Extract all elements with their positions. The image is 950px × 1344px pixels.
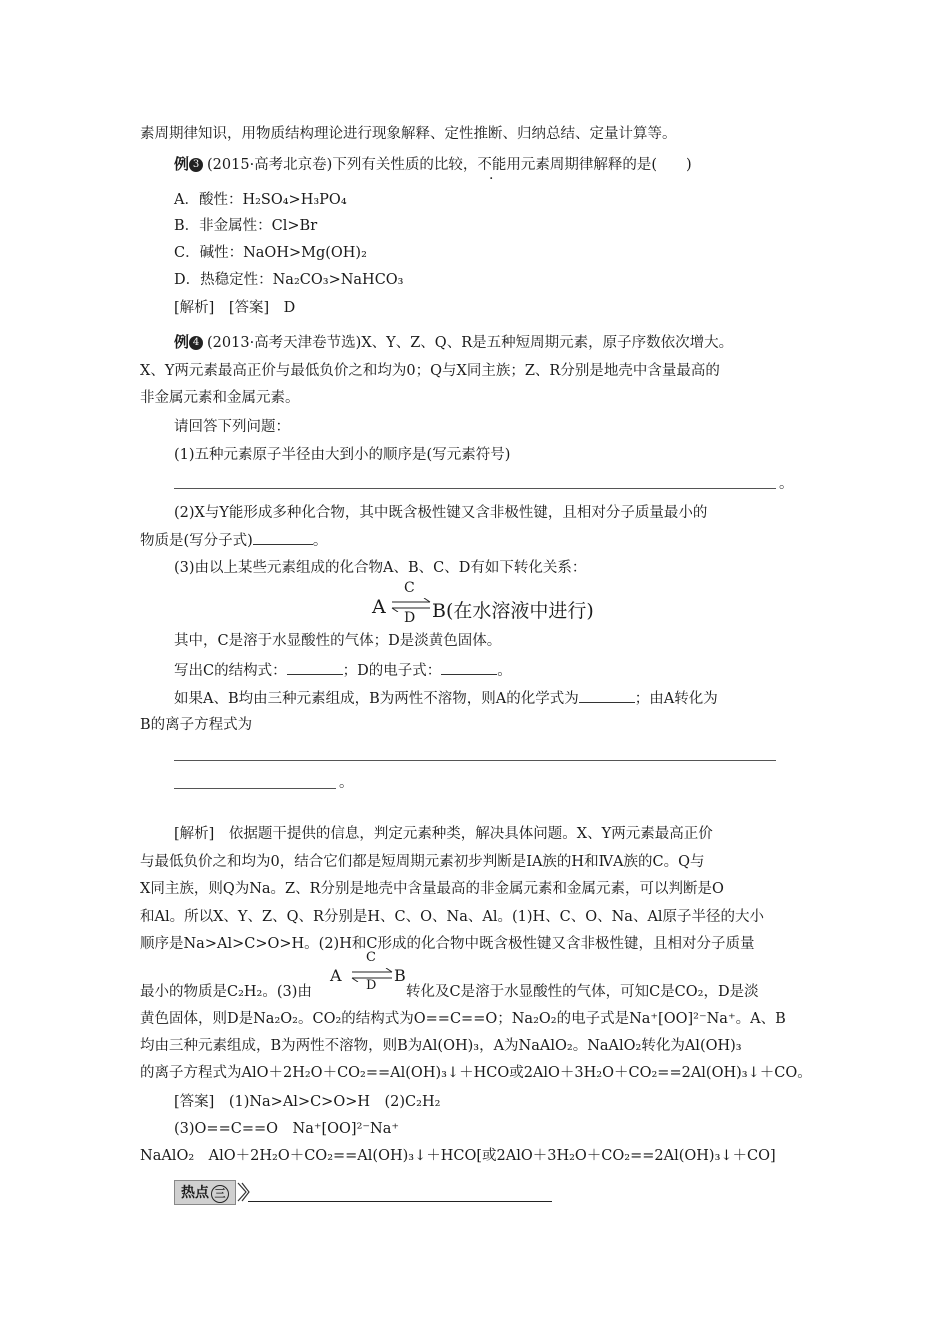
- answer-blank-6: [174, 760, 776, 761]
- q3-write-end: 。: [497, 663, 512, 679]
- analysis-line-7: 黄色固体，则D是Na₂O₂。CO₂的结构式为O==C==O；Na₂O₂的电子式是Na⁺[OO]²⁻Na⁺。A、B: [140, 1011, 786, 1027]
- emphasis-text: 不能: [477, 157, 507, 173]
- example-3-answer: [解析] [答案] D: [174, 300, 296, 316]
- answer-line-2: (3)O==C==O Na⁺[OO]²⁻Na⁺: [174, 1121, 400, 1137]
- equilibrium-arrow-icon: [390, 598, 432, 612]
- analysis-line-9: 的离子方程式为AlO＋2H₂O＋CO₂==Al(OH)₃↓＋HCO或2AlO＋3H₂O＋CO₂==2Al(OH)₃↓＋CO。: [140, 1065, 812, 1081]
- small-reaction-right: B: [394, 966, 406, 985]
- q2-end: 。: [312, 533, 328, 549]
- answer-blank-3: [287, 660, 343, 675]
- reaction-top-label: C: [404, 580, 415, 596]
- q3-if-text-2: ；由A转化为: [634, 691, 718, 707]
- q3-end: 。: [339, 775, 354, 791]
- question-3: (3)由以上某些元素组成的化合物A、B、C、D有如下转化关系：: [174, 560, 587, 576]
- q3-write: [174, 660, 512, 681]
- example-3-stem: [174, 154, 692, 175]
- stem-text-end: 用元素周期律解释的是( ): [506, 157, 692, 173]
- q3-write-text-2: ；D的电子式：: [342, 663, 442, 679]
- example-4-stem: [174, 332, 733, 353]
- stem-text: (2013·高考天津卷节选)X、Y、Z、Q、R是五种短周期元素，原子序数依次增大。: [207, 335, 734, 351]
- intro-text: 素周期律知识，用物质结构理论进行现象解释、定性推断、归纳总结、定量计算等。: [140, 126, 677, 142]
- analysis-text: 最小的物质是C₂H₂。(3)由: [140, 984, 312, 1000]
- option-a: A．酸性：H₂SO₄>H₃PO₄: [174, 192, 347, 208]
- option-d: D．热稳定性：Na₂CO₃>NaHCO₃: [174, 272, 404, 288]
- q2-text: 物质是(写分子式): [140, 533, 253, 549]
- small-reaction-left: A: [330, 966, 342, 985]
- section-rule: [248, 1201, 552, 1202]
- reaction-bottom-label: D: [404, 610, 416, 626]
- answer-blank-7: [174, 788, 336, 789]
- option-c: C．碱性：NaOH>Mg(OH)₂: [174, 245, 367, 261]
- analysis-line-2: 与最低负价之和均为0，结合它们都是短周期元素初步判断是ⅠA族的H和ⅣA族的C。Q与: [140, 854, 705, 870]
- answer-line-3: NaAlO₂ AlO＋2H₂O＋CO₂==Al(OH)₃↓＋HCO[或2AlO＋3H₂O＋CO₂==2Al(OH)₃↓＋CO]: [140, 1148, 776, 1164]
- stem-line-2: X、Y两元素最高正价与最低负价之和均为0；Q与X同主族；Z、R分别是地壳中含量最高的: [140, 363, 720, 379]
- q3-write-text: 写出C的结构式：: [174, 663, 287, 679]
- q3-if-line-2: B的离子方程式为: [140, 717, 253, 733]
- q3-note: 其中，C是溶于水显酸性的气体；D是淡黄色固体。: [174, 633, 502, 649]
- option-b: B．非金属性：Cl>Br: [174, 218, 318, 234]
- q1-end: 。: [779, 476, 794, 492]
- example-number: 4: [189, 336, 203, 350]
- chevron-right-icon: [236, 1181, 250, 1203]
- answer-blank-1: [174, 488, 776, 489]
- analysis-line-5: 顺序是Na>Al>C>O>H。(2)H和C形成的化合物中既含极性键又含非极性键，且相对分子质量: [140, 936, 755, 952]
- q3-if-line-1: [174, 688, 718, 709]
- example-number: 3: [189, 158, 203, 172]
- analysis-line-6b: 转化及C是溶于水显酸性的气体，可知C是CO₂，D是淡: [406, 984, 759, 1000]
- question-2-line-1: (2)X与Y能形成多种化合物，其中既含极性键又含非极性键，且相对分子质量最小的: [174, 505, 708, 521]
- analysis-line-3: X同主族，则Q为Na。Z、R分别是地壳中含量最高的非金属元素和金属元素，可以判断是O: [140, 881, 724, 897]
- small-equilibrium-arrow-icon: [350, 968, 394, 982]
- answer-blank-4: [441, 660, 497, 675]
- small-reaction-top: C: [366, 950, 376, 965]
- q3-if-text: 如果A、B均由三种元素组成，B为两性不溶物，则A的化学式为: [174, 691, 579, 707]
- hot-section-header: [174, 1181, 250, 1203]
- reaction-left: A: [372, 596, 386, 618]
- analysis-line-6: [140, 982, 312, 1002]
- stem-line-3: 非金属元素和金属元素。: [140, 390, 300, 406]
- answer-blank-2: [253, 530, 313, 545]
- hot-section-number: 三: [211, 1185, 229, 1203]
- question-prompt: 请回答下列问题：: [174, 419, 290, 435]
- question-2-line-2: [140, 530, 327, 551]
- answer-blank-5: [579, 688, 635, 703]
- reaction-right: B(在水溶液中进行): [432, 600, 594, 622]
- small-reaction-bottom: D: [366, 978, 377, 993]
- example-badge: 例: [174, 155, 190, 173]
- stem-text: (2015·高考北京卷)下列有关性质的比较，: [207, 157, 478, 173]
- analysis-line-4: 和Al。所以X、Y、Z、Q、R分别是H、C、O、Na、Al。(1)H、C、O、Na、Al原子半径的大小: [140, 909, 765, 925]
- analysis-line-8: 均由三种元素组成，B为两性不溶物，则B为Al(OH)₃，A为NaAlO₂。NaAlO₂转化为Al(OH)₃: [140, 1038, 742, 1054]
- question-1: (1)五种元素原子半径由大到小的顺序是(写元素符号): [174, 447, 511, 463]
- hot-section-label: 热点 三: [174, 1180, 236, 1205]
- example-badge: 例: [174, 333, 190, 351]
- analysis-line-1: [解析] 依据题干提供的信息，判定元素种类，解决具体问题。X、Y两元素最高正价: [174, 826, 713, 842]
- answer-line-1: [答案] (1)Na>Al>C>O>H (2)C₂H₂: [174, 1094, 441, 1110]
